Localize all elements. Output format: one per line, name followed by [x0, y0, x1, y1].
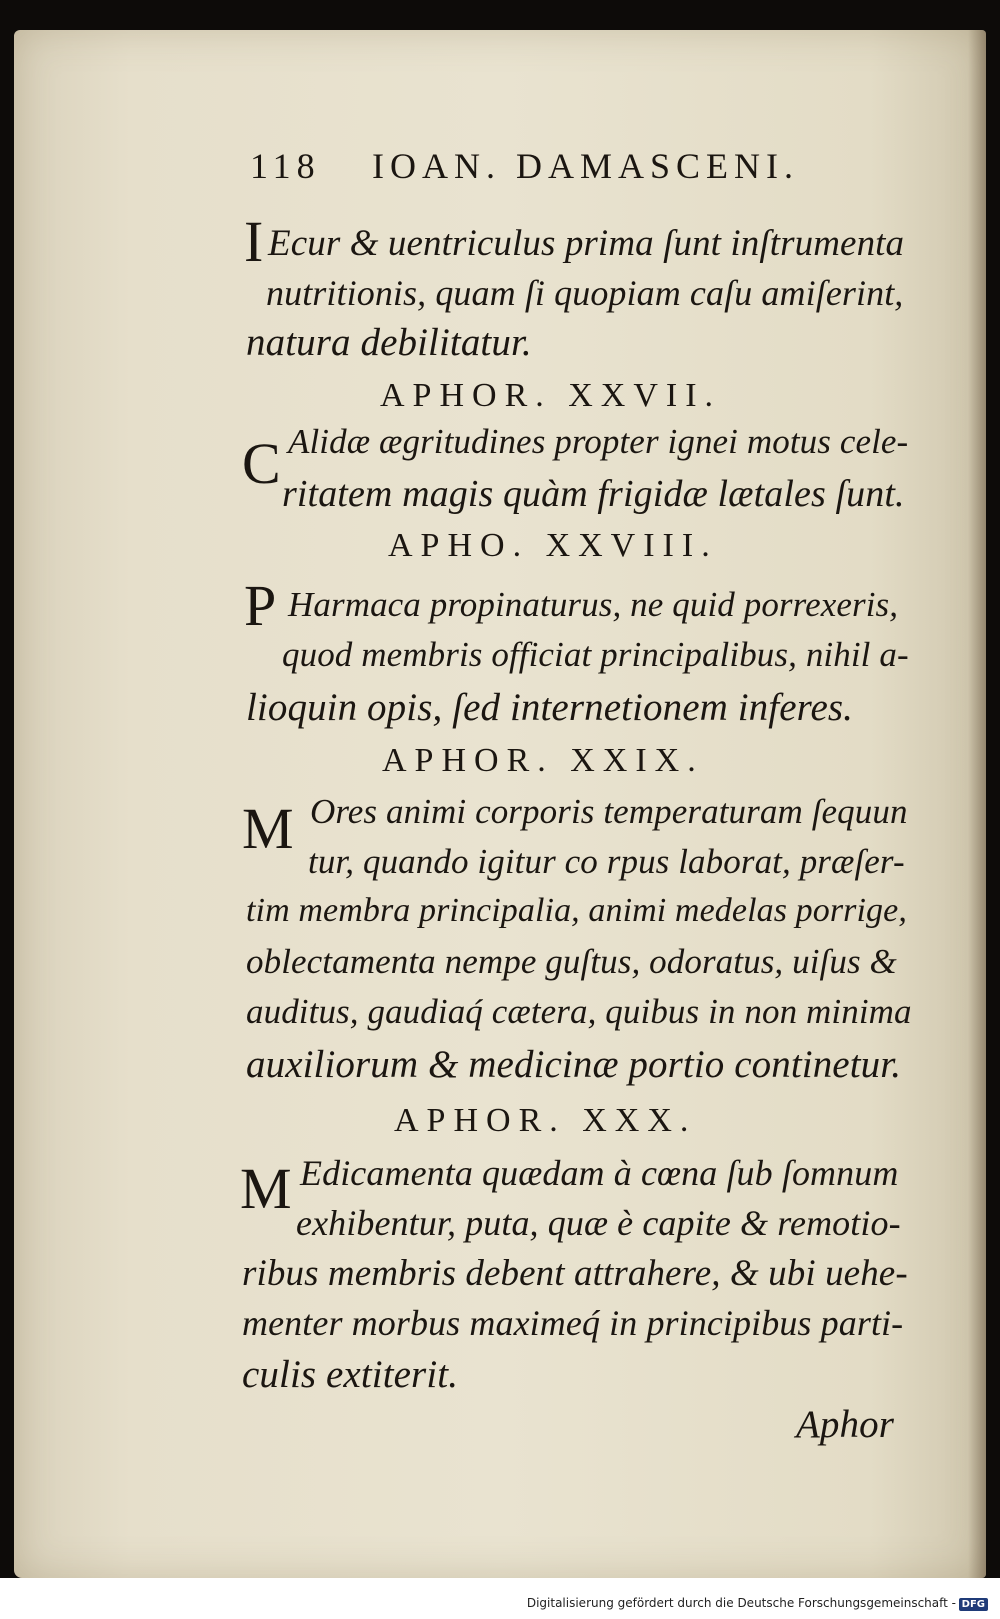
text-line: Ecur & uentriculus prima ſunt inſtrumenta: [268, 223, 905, 264]
text-line: lioquin opis, ſed internetionem inferes.: [246, 686, 853, 729]
initial-letter: P: [244, 573, 277, 638]
running-head-title: IOAN. DAMASCENI.: [372, 146, 799, 186]
page-number: 118: [250, 146, 321, 186]
initial-letter: M: [242, 796, 294, 861]
text-line: Harmaca propinaturus, ne quid porrexeris,: [288, 585, 899, 624]
initial-letter: C: [242, 431, 281, 496]
text-line: culis extiterit.: [242, 1353, 459, 1396]
aphorism-heading: APHOR. XXVII.: [380, 377, 722, 414]
aphorism-heading: APHOR. XXX.: [394, 1102, 697, 1139]
text-line: auditus, gaudiaq́ cætera, quibus in non minima: [246, 992, 912, 1031]
text-line: nutritionis, quam ſi quopiam caſu amiſerint,: [266, 273, 904, 313]
dfg-logo-icon: DFG: [959, 1598, 988, 1611]
digitization-footer: [0, 1578, 1000, 1619]
book-page: [14, 30, 986, 1578]
catchword: Aphor: [796, 1403, 894, 1446]
page-text: [14, 30, 986, 1578]
text-line: natura debilitatur.: [246, 321, 532, 364]
text-line: Ores animi corporis temperaturam ſequun: [310, 792, 908, 831]
text-line: ritatem magis quàm frigidæ lætales ſunt.: [282, 473, 905, 515]
text-line: auxiliorum & medicinæ portio continetur.: [246, 1043, 902, 1086]
initial-letter: I: [244, 209, 264, 274]
text-line: tim membra principalia, animi medelas porrige,: [246, 892, 907, 929]
aphorism-heading: APHOR. XXIX.: [382, 742, 704, 779]
initial-letter: M: [240, 1156, 292, 1221]
text-line: exhibentur, puta, quæ è capite & remotio-: [296, 1203, 901, 1243]
text-line: Alidæ ægritudines propter ignei motus cele-: [288, 422, 909, 461]
footer-credit: Digitalisierung gefördert durch die Deutsche Forschungsgemeinschaft -: [526, 1596, 956, 1610]
text-line: quod membris officiat principalibus, nihil a-: [282, 635, 909, 674]
text-line: menter morbus maximeq́ in principibus parti-: [242, 1303, 904, 1343]
text-line: tur, quando igitur co rpus laborat, præſer-: [308, 842, 905, 881]
aphorism-heading: APHO. XXVIII.: [388, 527, 718, 564]
text-line: Edicamenta quædam à cœna ſub ſomnum: [300, 1153, 899, 1193]
text-line: oblectamenta nempe guſtus, odoratus, uiſus &: [246, 942, 897, 981]
text-line: ribus membris debent attrahere, & ubi uehe-: [242, 1253, 908, 1294]
